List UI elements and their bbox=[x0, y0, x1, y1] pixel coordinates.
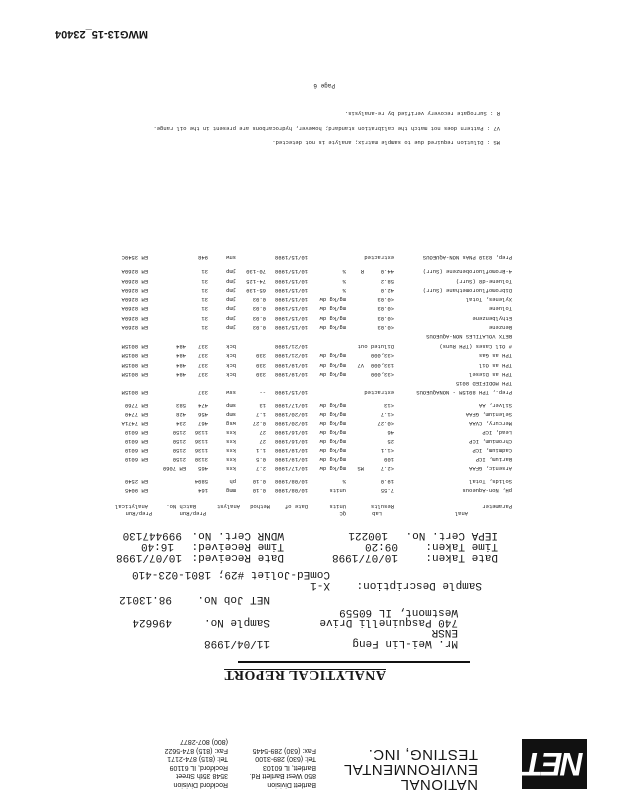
cell-qc: 583 bbox=[176, 402, 186, 409]
cell-analyst: bck bbox=[226, 362, 236, 369]
cell-result: 100 bbox=[384, 456, 394, 463]
cell-batch: 474 bbox=[198, 402, 208, 409]
cell-param: # Oil Cases (TPH Runs) bbox=[439, 343, 512, 350]
footnote-r: R : Surrogate recovery verified by re-analysis. bbox=[344, 110, 500, 117]
sample-desc-2: ComEd-Joliet #29; 1801-023-410 bbox=[131, 568, 330, 580]
address-line: Tel: (630) 289-3100 bbox=[255, 755, 316, 763]
cell-analyst: ssw bbox=[226, 389, 236, 396]
address-line: 3548 35th Street bbox=[176, 772, 228, 780]
cell-method: 330 bbox=[256, 371, 266, 378]
cell-result: <1.1 bbox=[380, 447, 394, 454]
cell-ref: EM 8015M bbox=[121, 352, 148, 359]
cell-param: Toluene bbox=[488, 305, 512, 312]
cell-ref: EM 8015M bbox=[121, 371, 148, 378]
cell-units: % bbox=[342, 278, 346, 285]
cell-date: 10/20/1998 bbox=[274, 420, 308, 427]
cell-batch: 465 bbox=[198, 465, 208, 472]
col-header-date: Date of bbox=[284, 503, 308, 510]
time-taken-label: Time Taken: bbox=[425, 540, 498, 552]
wdnr-cert-label: WDNR Cert. No. bbox=[191, 529, 284, 541]
cell-ref: EM 8260A bbox=[121, 268, 148, 275]
cell-param: Arsenic, GFAA bbox=[469, 465, 512, 472]
cell-batch: 337 bbox=[198, 371, 208, 378]
cell-ref: EM 8015M bbox=[121, 389, 148, 396]
company-line: TESTING, INC. bbox=[368, 746, 478, 763]
cell-analyst: jmp bbox=[226, 296, 236, 303]
cell-date: 10/15/1998 bbox=[274, 305, 308, 312]
cell-date: 10/19/1998 bbox=[274, 371, 308, 378]
cell-result: 7.55 bbox=[380, 487, 394, 494]
cell-result: <33,000 bbox=[370, 352, 394, 359]
cell-method: 27 bbox=[259, 438, 266, 445]
cell-batch: 456 bbox=[198, 411, 208, 418]
cell-analyst: kxs bbox=[226, 456, 236, 463]
cell-flag: MS bbox=[357, 465, 364, 472]
cell-result: 44.0 bbox=[380, 268, 394, 275]
document-id: MWG13-15_23404 bbox=[55, 28, 148, 40]
recipient-company: ENSR bbox=[431, 626, 458, 638]
time-received: 16:40 bbox=[140, 540, 174, 552]
cell-param: Silver, AA bbox=[478, 402, 512, 409]
cell-ref: EM 2540 bbox=[124, 478, 148, 485]
col-header-analytical: Analytical bbox=[114, 503, 148, 510]
cell-ref: EM 8260A bbox=[121, 296, 148, 303]
cell-units: mg/kg dw bbox=[319, 371, 346, 378]
cell-ref: EM 3540C bbox=[121, 254, 148, 261]
cell-flag: R bbox=[360, 268, 364, 275]
cell-batch: 164 bbox=[198, 487, 208, 494]
cell-result: <0.03 bbox=[377, 296, 394, 303]
cell-qc: EM 7060 bbox=[162, 465, 186, 472]
cell-date: 10/21/1998 bbox=[274, 352, 308, 359]
col-header-analyst: Analyst bbox=[216, 503, 240, 510]
cell-date: 10/19/1998 bbox=[274, 447, 308, 454]
sample-desc-1: X-1 bbox=[310, 579, 330, 591]
cell-batch: 467 bbox=[198, 420, 208, 427]
cell-analyst: kxs bbox=[226, 438, 236, 445]
cell-qc: 428 bbox=[176, 411, 186, 418]
cell-units: mg/kg dw bbox=[319, 296, 346, 303]
cell-batch: 337 bbox=[198, 352, 208, 359]
cell-ref: EM 8260A bbox=[121, 305, 148, 312]
cell-batch: 1136 bbox=[194, 438, 208, 445]
cell-param: TPH as Diesel bbox=[469, 371, 512, 378]
cell-param: Lead, ICP bbox=[482, 429, 512, 436]
date-received: 10/07/1998 bbox=[115, 551, 182, 563]
cell-ref: EM 8015M bbox=[121, 362, 148, 369]
address-line: Fax: (815) 874-5622 bbox=[164, 747, 228, 754]
cell-units: mg/kg dw bbox=[319, 438, 346, 445]
cell-method: 0.03 bbox=[252, 324, 266, 331]
cell-param: Dibromofluoromethane (Surr) bbox=[422, 287, 512, 294]
cell-batch: 3130 bbox=[194, 456, 208, 463]
cell-units: mg/kg dw bbox=[319, 429, 346, 436]
footnote-ms: MS : Dilution required due to sample matrix; analyte is not detected. bbox=[272, 139, 500, 146]
cell-analyst: jmp bbox=[226, 315, 236, 322]
cell-date: 10/15/1998 bbox=[274, 254, 308, 261]
cell-analyst: jmp bbox=[226, 324, 236, 331]
cell-qc: 2150 bbox=[172, 456, 186, 463]
cell-units: mg/kg dw bbox=[319, 315, 346, 322]
cell-param: Mercury, CVAA bbox=[469, 420, 512, 427]
cell-batch: 337 bbox=[198, 362, 208, 369]
cell-method: 0.03 bbox=[252, 305, 266, 312]
cell-date: 10/15/1998 bbox=[274, 278, 308, 285]
address-line: Rockford Division bbox=[173, 781, 228, 788]
cell-result: <0.03 bbox=[377, 324, 394, 331]
cell-qc: 2150 bbox=[172, 429, 186, 436]
cell-ref: EM 6010 bbox=[124, 438, 148, 445]
cell-method: 65-139 bbox=[246, 287, 266, 294]
cell-date: 10/19/1998 bbox=[274, 362, 308, 369]
col-header-prep-run-2: Prep/Run bbox=[125, 510, 152, 517]
col-header-method: Method bbox=[250, 503, 270, 510]
cell-date: 10/08/1998 bbox=[274, 478, 308, 485]
cell-qc: 234 bbox=[176, 420, 186, 427]
cell-batch: 31 bbox=[201, 278, 208, 285]
cell-date: 10/15/1998 bbox=[274, 296, 308, 303]
recipient-city: Westmont, IL 60559 bbox=[339, 606, 458, 618]
cell-flag: V7 bbox=[357, 362, 364, 369]
cell-ref: EM 7471A bbox=[121, 420, 148, 427]
company-line: NATIONAL bbox=[400, 776, 478, 793]
cell-units: % bbox=[342, 287, 346, 294]
address-line: Bartlett, IL 60103 bbox=[262, 764, 316, 771]
cell-qc: 484 bbox=[176, 371, 186, 378]
cell-method: 330 bbox=[256, 362, 266, 369]
cell-date: 10/15/1998 bbox=[274, 324, 308, 331]
sample-desc-label: Sample Description: bbox=[356, 579, 482, 591]
date-taken: 10/07/1998 bbox=[331, 551, 398, 563]
net-logo: NET bbox=[522, 739, 587, 789]
cell-result: <0.03 bbox=[377, 305, 394, 312]
cell-analyst: kxs bbox=[226, 465, 236, 472]
cell-param: Prep, 8310 PNAs NON-AQUEOUS bbox=[422, 254, 512, 261]
cell-result: <13 bbox=[384, 402, 394, 409]
cell-result: <33,000 bbox=[370, 371, 394, 378]
cell-analyst: ph bbox=[229, 478, 236, 485]
cell-result: 42.0 bbox=[380, 287, 394, 294]
cell-param: TPH MODIFIED 8015 bbox=[455, 380, 512, 387]
cell-param: 4-Bromofluorobenzene (Surr) bbox=[422, 268, 512, 275]
cell-analyst: kxs bbox=[226, 447, 236, 454]
cell-analyst: mmg bbox=[226, 487, 236, 494]
cell-units: mg/kg dw bbox=[319, 305, 346, 312]
cell-ref: EM 6010 bbox=[124, 429, 148, 436]
cell-ref: EM 8015M bbox=[121, 343, 148, 350]
cell-qc: 2150 bbox=[172, 438, 186, 445]
cell-param: Selenium, GFAA bbox=[465, 411, 512, 418]
col-header-units: Units bbox=[329, 503, 346, 510]
address-line: Bartlett Division bbox=[267, 781, 316, 788]
cell-method: 2.7 bbox=[256, 465, 266, 472]
cell-result: <0.27 bbox=[377, 420, 394, 427]
cell-result: 58.2 bbox=[380, 278, 394, 285]
cell-batch: 1136 bbox=[194, 429, 208, 436]
bartlett-division-address bbox=[250, 746, 316, 789]
cell-method: 0.5 bbox=[256, 456, 266, 463]
cell-param: Prep., TPH 8015M - NONAQUEOUS bbox=[416, 389, 512, 396]
col-header-lab: Lab bbox=[372, 510, 382, 517]
time-taken: 09:20 bbox=[364, 540, 398, 552]
date-taken-label: Date Taken: bbox=[425, 551, 498, 563]
cell-analyst: bck bbox=[226, 343, 236, 350]
cell-result: Diluted out bbox=[357, 343, 394, 350]
cell-analyst: snw bbox=[226, 254, 236, 261]
address-line: 850 West Bartlett Rd. bbox=[249, 772, 316, 780]
cell-result: 46 bbox=[387, 429, 394, 436]
recipient-street: 740 Pasquinelli Drive bbox=[319, 616, 458, 628]
cell-batch: 31 bbox=[201, 315, 208, 322]
cell-method: 0.03 bbox=[252, 296, 266, 303]
address-line: Rockford, IL 61109 bbox=[169, 764, 228, 771]
cell-batch: 31 bbox=[201, 268, 208, 275]
cell-date: 10/19/1998 bbox=[274, 456, 308, 463]
col-header-prep-run-1: Prep/Run bbox=[179, 510, 206, 517]
cell-units: units bbox=[329, 487, 346, 494]
cell-units: mg/kg dw bbox=[319, 362, 346, 369]
cell-qc: 484 bbox=[176, 362, 186, 369]
report-date: 11/04/1998 bbox=[203, 637, 270, 649]
cell-date: 10/17/1998 bbox=[274, 465, 308, 472]
cell-units: % bbox=[342, 478, 346, 485]
recipient-name: Mr. Wei-Lin Feng bbox=[352, 637, 458, 649]
cell-param: Benzene bbox=[488, 324, 512, 331]
cell-ref: EM 8260A bbox=[121, 287, 148, 294]
ieba-cert-label: IEPA Cert. No. bbox=[405, 529, 498, 541]
cell-analyst: smp bbox=[226, 411, 236, 418]
job-no-label: NET Job No. bbox=[197, 593, 270, 605]
cell-units: mg/kg dw bbox=[319, 411, 346, 418]
title-rule bbox=[238, 661, 470, 663]
cell-result: 25 bbox=[387, 438, 394, 445]
page-number: Page 6 bbox=[313, 82, 335, 89]
cell-units: mg/kg dw bbox=[319, 420, 346, 427]
col-header-qc: QC bbox=[339, 510, 346, 517]
cell-result: 19.0 bbox=[380, 478, 394, 485]
cell-method: 0.10 bbox=[252, 487, 266, 494]
cell-analyst: kxs bbox=[226, 429, 236, 436]
cell-method: 1.7 bbox=[256, 411, 266, 418]
cell-param: Toluene-d8 (Surr) bbox=[455, 278, 512, 285]
cell-method: 70-130 bbox=[246, 268, 266, 275]
cell-method: 1.1 bbox=[256, 447, 266, 454]
address-line: (800) 807-2877 bbox=[180, 738, 228, 746]
address-line: Tel: (815) 874-2171 bbox=[167, 755, 228, 763]
cell-units: mg/kg dw bbox=[319, 456, 346, 463]
cell-result: <2.7 bbox=[380, 465, 394, 472]
cell-ref: EM 8260A bbox=[121, 324, 148, 331]
cell-analyst: smp bbox=[226, 402, 236, 409]
cell-batch: 31 bbox=[201, 287, 208, 294]
time-received-label: Time Received: bbox=[191, 540, 284, 552]
cell-analyst: bck bbox=[226, 352, 236, 359]
cell-method: 13 bbox=[259, 402, 266, 409]
cell-date: 10/15/1998 bbox=[274, 389, 308, 396]
footnote-v7: V7 : Pattern does not match the calibration standard; however, hydrocarbons are present in the oil range. bbox=[153, 125, 500, 132]
cell-analyst: jmp bbox=[226, 268, 236, 275]
cell-method: 0.27 bbox=[252, 420, 266, 427]
cell-units: mg/kg dw bbox=[319, 465, 346, 472]
job-no: 98.13012 bbox=[119, 593, 172, 605]
cell-param: BETX VOLATILES NON-AQUEOUS bbox=[426, 333, 512, 340]
cell-param: Barium, ICP bbox=[475, 456, 512, 463]
cell-result: extracted bbox=[364, 254, 394, 261]
address-line: Fax: (630) 289-5445 bbox=[252, 747, 316, 754]
cell-date: 10/15/1998 bbox=[274, 287, 308, 294]
cell-param: Cadmium, ICP bbox=[472, 447, 512, 454]
cell-units: mg/kg dw bbox=[319, 402, 346, 409]
cell-param: Chromium, ICP bbox=[469, 438, 512, 445]
cell-date: 10/08/1998 bbox=[274, 487, 308, 494]
cell-result: <1.7 bbox=[380, 411, 394, 418]
cell-units: % bbox=[342, 268, 346, 275]
cell-method: -- bbox=[259, 389, 266, 396]
cell-param: Solids, Total bbox=[469, 478, 512, 485]
date-received-label: Date Received: bbox=[191, 551, 284, 563]
cell-method: 27 bbox=[259, 429, 266, 436]
sample-no: 496624 bbox=[132, 616, 172, 628]
cell-batch: 1136 bbox=[194, 447, 208, 454]
cell-units: mg/kg dw bbox=[319, 447, 346, 454]
col-header-results: Results bbox=[370, 503, 394, 510]
rockford-division-address bbox=[165, 737, 228, 788]
cell-analyst: jmp bbox=[226, 305, 236, 312]
cell-param: Xylenes, Total bbox=[465, 296, 512, 303]
cell-batch: 337 bbox=[198, 343, 208, 350]
cell-analyst: jmp bbox=[226, 287, 236, 294]
cell-date: 10/16/1998 bbox=[274, 429, 308, 436]
cell-method: 0.10 bbox=[252, 478, 266, 485]
cell-batch: 5804 bbox=[194, 478, 208, 485]
cell-param: TPH as Oil bbox=[478, 362, 512, 369]
cell-param: Ethylbenzene bbox=[472, 315, 512, 322]
cell-ref: EM 6010 bbox=[124, 456, 148, 463]
col-header-batch: Batch No. bbox=[166, 503, 196, 510]
company-name bbox=[343, 747, 478, 792]
company-line: ENVIRONMENTAL bbox=[343, 761, 478, 778]
cell-result: 133,000 bbox=[370, 362, 394, 369]
cell-qc: 2150 bbox=[172, 447, 186, 454]
cell-ref: EM 6010 bbox=[124, 447, 148, 454]
cell-date: 10/21/1998 bbox=[274, 343, 308, 350]
cell-ref: EM 8260A bbox=[121, 315, 148, 322]
wdnr-cert-no: 999447130 bbox=[122, 529, 182, 541]
cell-batch: 31 bbox=[201, 324, 208, 331]
ieba-cert-no: 100221 bbox=[348, 529, 388, 541]
sample-no-label: Sample No. bbox=[203, 616, 270, 628]
cell-method: 0.03 bbox=[252, 315, 266, 322]
cell-units: mg/kg dw bbox=[319, 352, 346, 359]
cell-units: mg/kg dw bbox=[319, 324, 346, 331]
cell-method: 330 bbox=[256, 352, 266, 359]
cell-date: 10/15/1998 bbox=[274, 268, 308, 275]
cell-param: TPH as Gas bbox=[478, 352, 512, 359]
cell-batch: 948 bbox=[198, 254, 208, 261]
cell-ref: EM 9045 bbox=[124, 487, 148, 494]
cell-qc: 484 bbox=[176, 352, 186, 359]
cell-analyst: bck bbox=[226, 371, 236, 378]
cell-date: 10/16/1998 bbox=[274, 438, 308, 445]
cell-batch: 337 bbox=[198, 389, 208, 396]
cell-qc: 484 bbox=[176, 343, 186, 350]
cell-result: extracted bbox=[364, 389, 394, 396]
col-header-parameter: Parameter bbox=[482, 503, 512, 510]
report-title: ANALYTICAL REPORT bbox=[224, 667, 386, 682]
cell-date: 10/20/1998 bbox=[274, 411, 308, 418]
cell-date: 10/17/1998 bbox=[274, 402, 308, 409]
cell-batch: 31 bbox=[201, 305, 208, 312]
cell-ref: EM 7760 bbox=[124, 402, 148, 409]
cell-analyst: jmp bbox=[226, 278, 236, 285]
col-header-anal: Anal bbox=[454, 510, 468, 517]
cell-ref: EM 8260A bbox=[121, 278, 148, 285]
cell-batch: 31 bbox=[201, 296, 208, 303]
cell-method: 74-125 bbox=[246, 278, 266, 285]
cell-param: pH, Non-Aqueous bbox=[462, 487, 512, 494]
cell-ref: EM 7740 bbox=[124, 411, 148, 418]
cell-analyst: wsg bbox=[226, 420, 236, 427]
cell-date: 10/15/1998 bbox=[274, 315, 308, 322]
cell-result: <0.03 bbox=[377, 315, 394, 322]
